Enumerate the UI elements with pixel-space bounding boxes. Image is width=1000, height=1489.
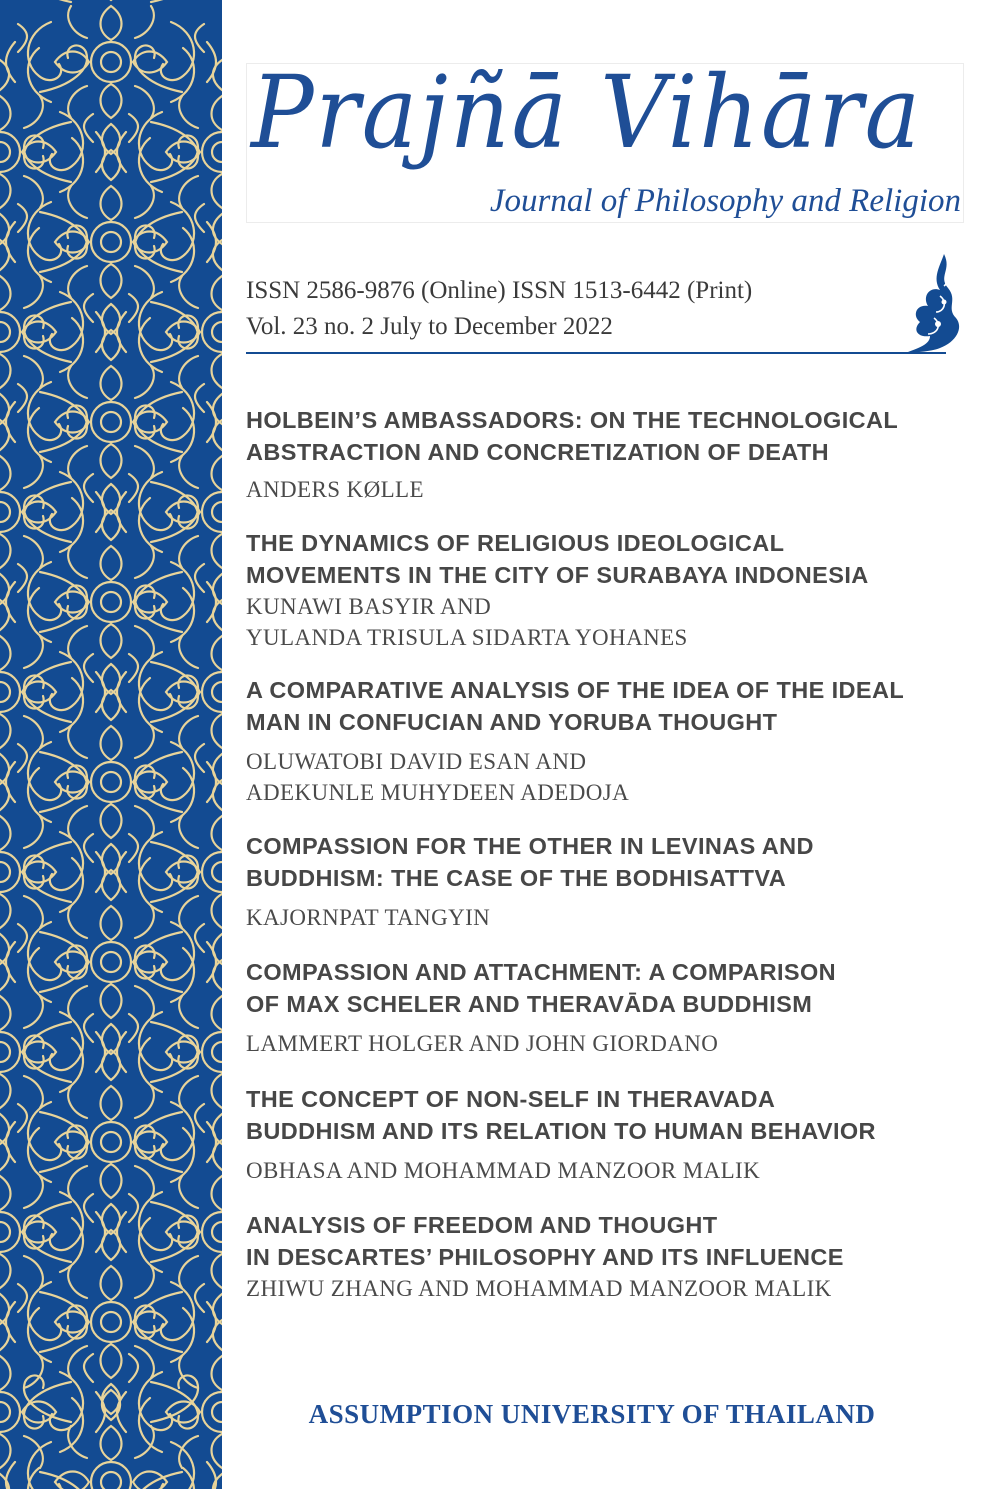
journal-title: Prajñā Vihāra [251,54,922,171]
article-title: THE CONCEPT OF NON-SELF IN THERAVADA BUDDHISM AND ITS RELATION TO HUMAN BEHAVIOR [246,1086,876,1144]
issn-line: ISSN 2586-9876 (Online) ISSN 1513-6442 (Print) [246,277,753,304]
article-title: COMPASSION FOR THE OTHER IN LEVINAS AND BUDDHISM: THE CASE OF THE BODHISATTVA [246,833,814,891]
article-authors: OBHASA AND MOHAMMAD MANZOOR MALIK [246,1158,761,1183]
article-title: ANALYSIS OF FREEDOM AND THOUGHT IN DESCARTES’ PHILOSOPHY AND ITS INFLUENCE [246,1212,844,1270]
article-entry[interactable] [246,527,966,653]
publisher-name: ASSUMPTION UNIVERSITY OF THAILAND [308,1399,876,1429]
article-authors: ANDERS KØLLE [246,477,424,502]
article-title: COMPASSION AND ATTACHMENT: A COMPARISON OF MAX SCHELER AND THERAVĀDA BUDDHISM [246,959,837,1017]
article-authors: LAMMERT HOLGER AND JOHN GIORDANO [246,1031,719,1056]
masthead [246,54,964,223]
journal-subtitle: Journal of Philosophy and Religion [489,183,961,219]
article-title: HOLBEIN’S AMBASSADORS: ON THE TECHNOLOGICAL ABSTRACTION AND CONCRETIZATION OF DEATH [246,407,899,465]
ornament-band [0,0,222,1489]
article-title: THE DYNAMICS OF RELIGIOUS IDEOLOGICAL MOVEMENTS IN THE CITY OF SURABAYA INDONESIA [246,530,869,588]
header-rule [246,352,946,354]
article-authors: ZHIWU ZHANG AND MOHAMMAD MANZOOR MALIK [246,1276,832,1301]
kranok-flame-icon [900,252,966,358]
article-authors: KUNAWI BASYIR AND YULANDA TRISULA SIDARTA YOHANES [246,594,688,650]
article-title: A COMPARATIVE ANALYSIS OF THE IDEA OF THE IDEAL MAN IN CONFUCIAN AND YORUBA THOUGHT [246,677,905,735]
thai-ornament-pattern [0,0,222,1489]
article-entry[interactable] [246,674,966,808]
article-entry[interactable] [246,830,966,933]
article-entry[interactable] [246,1209,966,1304]
article-authors: OLUWATOBI DAVID ESAN AND ADEKUNLE MUHYDEEN ADEDOJA [246,749,630,805]
volume-line: Vol. 23 no. 2 July to December 2022 [246,313,613,340]
article-authors: KAJORNPAT TANGYIN [246,905,491,930]
article-entry[interactable] [246,404,966,505]
article-entry[interactable] [246,1083,966,1186]
article-entry[interactable] [246,956,966,1059]
